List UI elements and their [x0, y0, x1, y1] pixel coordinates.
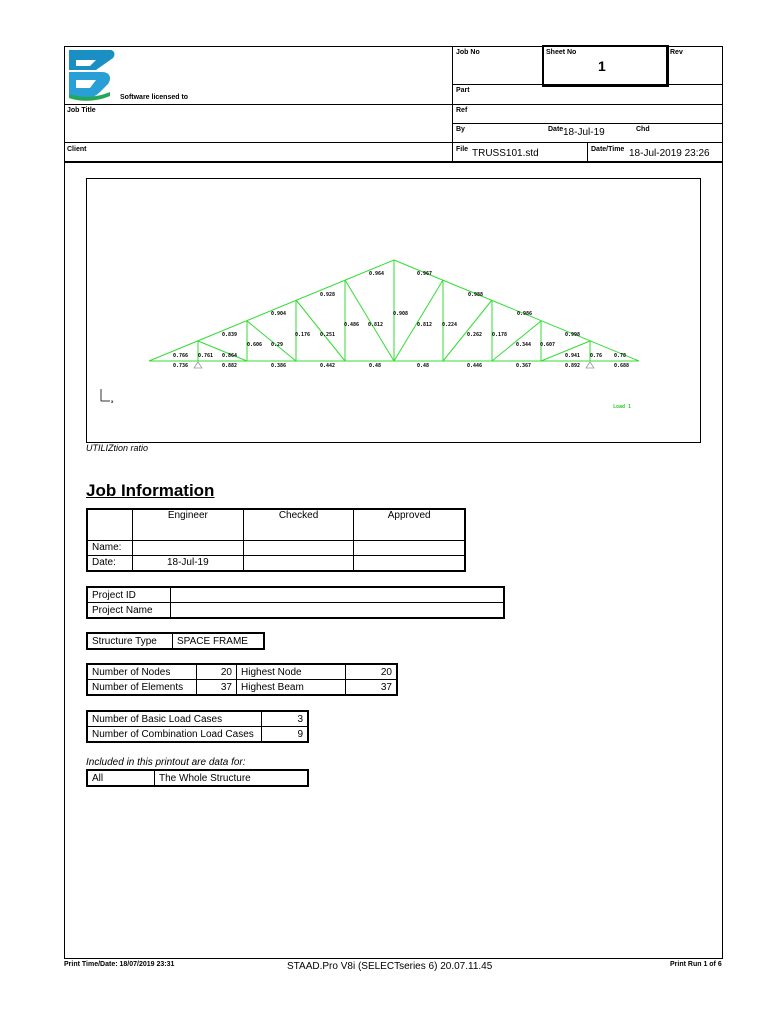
truss-label: 0.761 [198, 353, 214, 359]
basic-load-cases-label: Number of Basic Load Cases [87, 711, 262, 727]
licensed-text: Software licensed to [120, 94, 189, 101]
part-label: Part [456, 87, 470, 94]
truss-label: 0.928 [320, 292, 336, 298]
truss-label: 0.178 [492, 332, 508, 338]
date-value: 18-Jul-19 [563, 127, 605, 138]
file-value: TRUSS101.std [472, 148, 539, 159]
elements-value: 37 [197, 680, 237, 696]
job-info-date-label: Date: [87, 555, 132, 571]
job-no-label: Job No [456, 49, 480, 56]
nodes-value: 20 [197, 664, 237, 680]
job-info-corner-cell [87, 509, 132, 540]
job-info-date-engineer: 18-Jul-19 [132, 555, 243, 571]
job-info-cell [243, 540, 354, 555]
load-label: Load 1 [613, 404, 632, 410]
truss-label: 0.986 [517, 311, 533, 317]
footer-print-time: Print Time/Date: 18/07/2019 23:31 [64, 961, 175, 968]
truss-label: 0.967 [417, 271, 433, 277]
chd-label: Chd [636, 126, 650, 133]
job-info-col-checked: Checked [243, 509, 354, 540]
highest-node-label: Highest Node [237, 664, 346, 680]
footer-print-run: Print Run 1 of 6 [670, 961, 722, 968]
truss-label: 0.251 [320, 332, 336, 338]
datetime-label: Date/Time [591, 146, 625, 153]
structure-type-table [86, 632, 265, 650]
figure-caption: UTILIZtion ratio [86, 443, 149, 453]
axis-triad-icon [101, 389, 110, 401]
by-label: By [456, 126, 465, 133]
project-table [86, 586, 505, 619]
axis-label: x [111, 399, 114, 404]
truss-label: 0.964 [369, 271, 385, 277]
truss-label: 0.812 [368, 322, 384, 328]
rev-label: Rev [670, 49, 683, 56]
load-cases-table [86, 710, 309, 743]
truss-label: 0.812 [417, 322, 433, 328]
job-info-table [86, 508, 466, 572]
footer-software: STAAD.Pro V8i (SELECTseries 6) 20.07.11.45 [287, 961, 493, 972]
truss-label: 0.839 [222, 332, 238, 338]
job-info-cell [354, 540, 465, 555]
truss-label: 0.688 [614, 363, 630, 369]
job-info-title: Job Information [86, 481, 215, 500]
included-heading: Included in this printout are data for: [86, 757, 246, 768]
highest-node-value: 20 [346, 664, 398, 680]
truss-label: 0.29 [271, 342, 284, 348]
truss-label: 0.224 [442, 322, 458, 328]
included-table [86, 769, 309, 787]
job-info-col-approved: Approved [354, 509, 465, 540]
job-info-name-label: Name: [87, 540, 132, 555]
truss-label: 0.606 [247, 342, 263, 348]
structure-type-value: SPACE FRAME [173, 633, 265, 649]
highest-beam-label: Highest Beam [237, 680, 346, 696]
truss-label: 0.766 [173, 353, 189, 359]
counts-table [86, 663, 398, 696]
highest-beam-value: 37 [346, 680, 398, 696]
truss-label: 0.736 [173, 363, 189, 369]
structure-type-label: Structure Type [87, 633, 173, 649]
included-all: All [87, 770, 155, 786]
project-name-label: Project Name [87, 603, 171, 619]
support-left-icon [194, 362, 202, 368]
project-id-value [171, 587, 505, 603]
job-info-cell [132, 540, 243, 555]
truss-label: 0.904 [271, 311, 287, 317]
truss-label: 0.908 [393, 311, 409, 317]
ref-label: Ref [456, 107, 468, 114]
combo-load-cases-value: 9 [262, 727, 309, 743]
truss-label: 0.344 [516, 342, 532, 348]
truss-label: 0.864 [222, 353, 238, 359]
client-label: Client [67, 146, 87, 153]
support-right-icon [586, 362, 594, 368]
project-id-label: Project ID [87, 587, 171, 603]
bentley-logo-icon [66, 48, 118, 102]
truss-figure [86, 178, 701, 443]
date-label: Date [548, 126, 564, 133]
job-info-cell [354, 555, 465, 571]
elements-label: Number of Elements [87, 680, 197, 696]
basic-load-cases-value: 3 [262, 711, 309, 727]
file-label: File [456, 146, 469, 153]
truss-label: 0.176 [295, 332, 311, 338]
truss-label: 0.367 [516, 363, 532, 369]
truss-label: 0.607 [540, 342, 556, 348]
combo-load-cases-label: Number of Combination Load Cases [87, 727, 262, 743]
truss-label: 0.892 [565, 363, 581, 369]
truss-label: 0.78 [614, 353, 627, 359]
datetime-value: 18-Jul-2019 23:26 [629, 148, 710, 159]
truss-label: 0.446 [467, 363, 483, 369]
truss-diagram [87, 179, 700, 442]
truss-label: 0.486 [344, 322, 360, 328]
job-info-cell [243, 555, 354, 571]
included-whole-structure: The Whole Structure [155, 770, 309, 786]
sheet-no-value: 1 [598, 58, 606, 74]
nodes-label: Number of Nodes [87, 664, 197, 680]
truss-label: 0.941 [565, 353, 581, 359]
truss-label: 0.998 [565, 332, 581, 338]
project-name-value [171, 603, 505, 619]
job-title-label: Job Title [67, 107, 96, 114]
truss-label: 0.48 [369, 363, 382, 369]
truss-label: 0.882 [222, 363, 238, 369]
truss-label: 0.386 [271, 363, 287, 369]
truss-label: 0.262 [467, 332, 483, 338]
truss-label: 0.988 [468, 292, 484, 298]
truss-label: 0.48 [417, 363, 430, 369]
truss-label: 0.76 [590, 353, 603, 359]
job-info-col-engineer: Engineer [132, 509, 243, 540]
truss-label: 0.442 [320, 363, 336, 369]
sheet-no-label: Sheet No [546, 49, 577, 56]
